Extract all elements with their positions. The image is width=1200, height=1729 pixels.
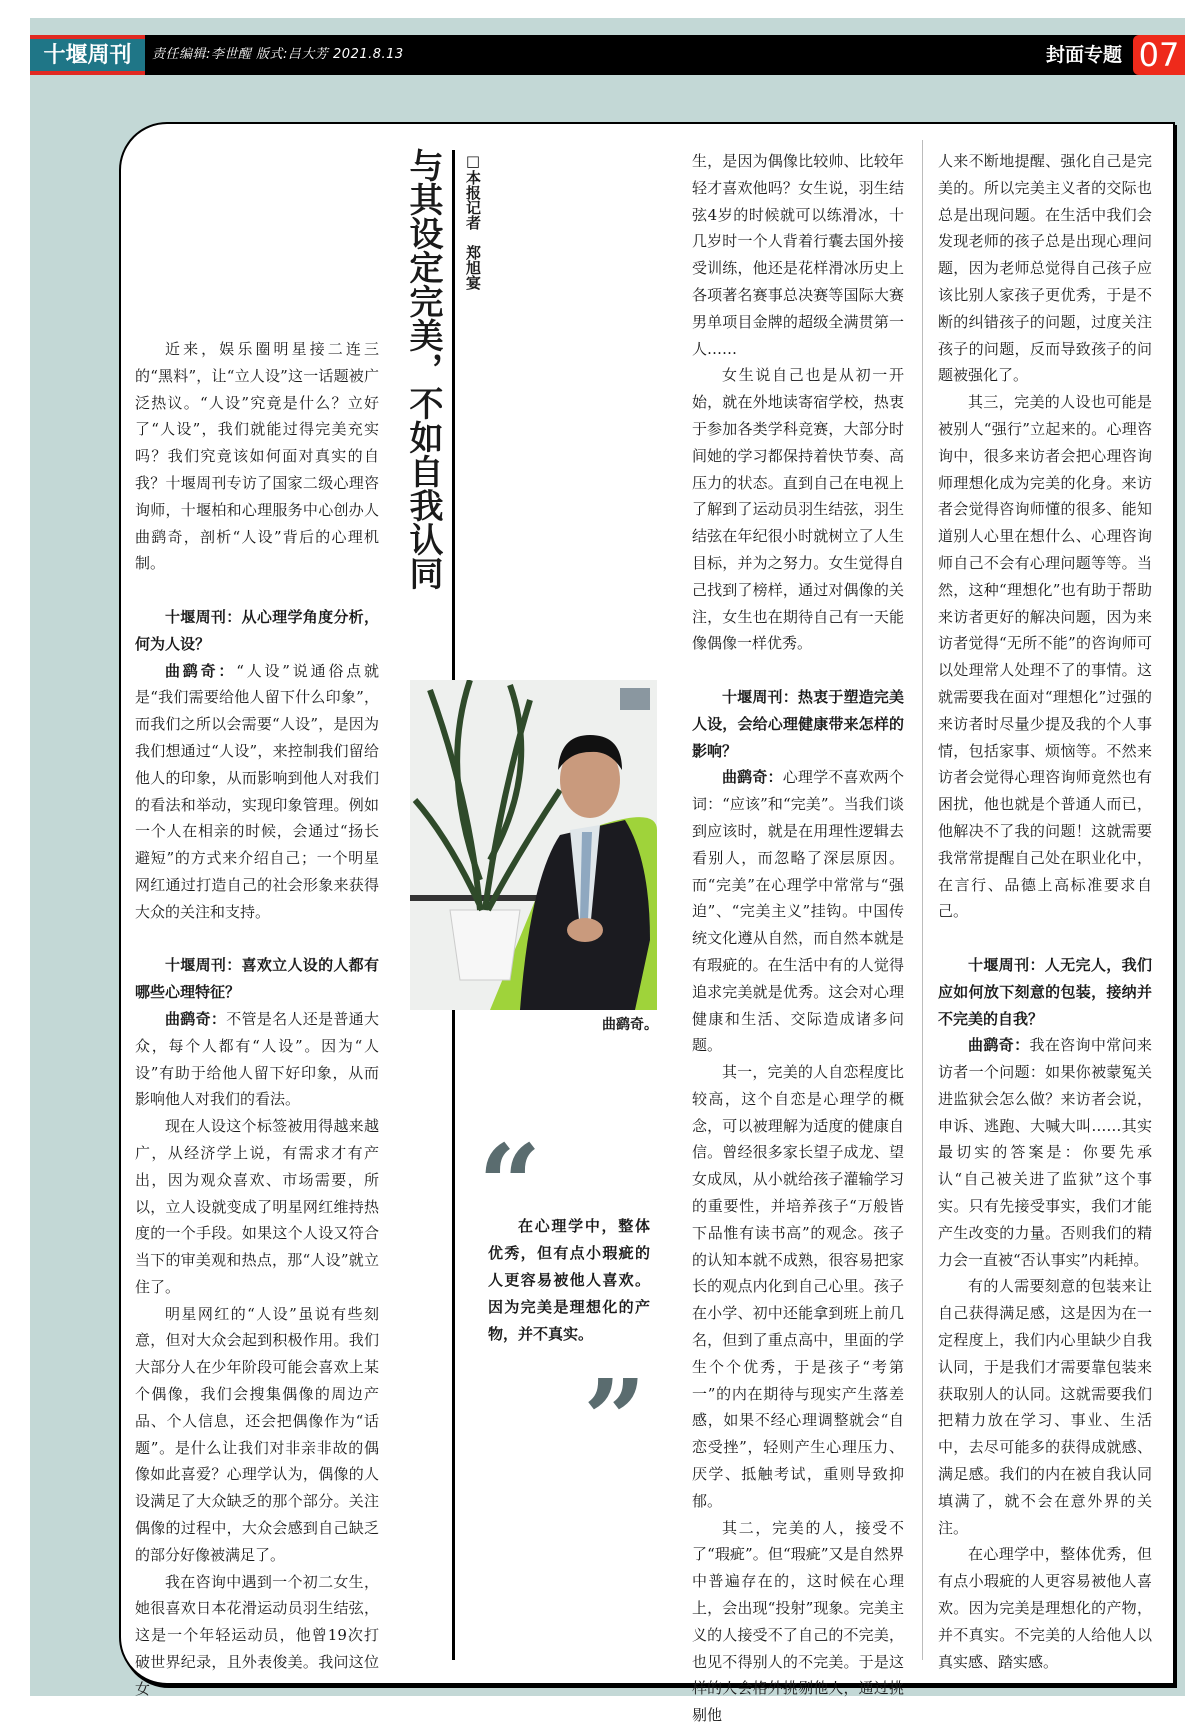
speaker-name: 曲鹞奇： [165, 661, 237, 680]
paragraph-continued: 生，是因为偶像比较帅、比较年轻才喜欢他吗？女生说，羽生结弦4岁的时候就可以练滑冰，十几岁时一个人背着行囊去国外接受训练，他还是花样滑冰历史上各项著名赛事总决赛等国际大赛男单项目金牌的超级全满贯第一人…… [692, 152, 904, 358]
interview-question: 十堰周刊：喜欢立人设的人都有哪些心理特征？ [135, 956, 379, 1002]
interview-question: 十堰周刊：人无完人，我们应如何放下刻意的包装，接纳并不完美的自我？ [938, 955, 1152, 1028]
speaker-name: 曲鹞奇： [722, 768, 783, 787]
speaker-name: 曲鹞奇： [165, 1009, 227, 1028]
paragraph-continued: 人来不断地提醒、强化自己是完美的。所以完美主义者的交际也总是出现问题。在生活中我们会发现老师的孩子总是出现心理问题，因为老师总觉得自己孩子应该比别人家孩子更优秀，于是不断的纠错孩子的问题，过度关注孩子的问题，反而导致孩子的问题被强化了。 [938, 152, 1152, 385]
interview-answer [135, 1006, 379, 1113]
speaker-name: 曲鹞奇： [968, 1036, 1030, 1055]
article-title: 与其设定完美，不如自我认同 [403, 148, 443, 590]
byline: □本报记者 郑旭宴 [464, 152, 482, 290]
interview-answer [938, 1032, 1152, 1273]
paragraph: 其二，完美的人，接受不了“瑕疵”。但“瑕疵”又是自然界中普遍存在的，这时候在心理上，会出现“投射”现象。完美主义的人接受不了自己的不完美，也见不得别人的不完美。于是这样的人会格外挑剔他人，通过挑剔他 [692, 1518, 904, 1725]
section-title: 封面专题 [1045, 44, 1122, 66]
interviewee-photo [410, 680, 657, 1010]
interview-question: 十堰周刊：从心理学角度分析，何为人设？ [135, 607, 379, 653]
paragraph: 有的人需要刻意的包装来让自己获得满足感，这是因为在一定程度上，我们内心里缺少自我认同，于是我们才需要靠包装来获取别人的认同。这就需要我们把精力放在学习、事业、生活中，去尽可能多的获得成就感、满足感。我们的内在被自我认同填满了，就不会在意外界的关注。 [938, 1277, 1152, 1537]
editor-credits: 责任编辑:李世醒 版式:吕大芳 2021.8.13 [152, 47, 404, 62]
column-divider-line [452, 1010, 455, 1660]
close-quote-icon: ” [583, 1355, 647, 1484]
answer-text: 我在咨询中常问来访者一个问题：如果你被蒙冤关进监狱会怎么做？来访者会说，申诉、逃跑、大喊大叫……其实最切实的答案是：你要先承认“自己被关进了监狱”这个事实。只有先接受事实，我们才能产生改变的力量。否则我们的精力会一直被“否认事实”内耗掉。 [938, 1036, 1152, 1269]
paragraph: 其一，完美的人自恋程度比较高，这个自恋是心理学的概念，可以被理解为适度的健康自信。曾经很多家长望子成龙、望女成凤，从小就给孩子灌输学习的重要性，并培养孩子“万般皆下品惟有读书高”的观念。孩子的认知本就不成熟，很容易把家长的观点内化到自己心里。孩子在小学、初中还能拿到班上前几名，但到了重点高中，里面的学生个个优秀，于是孩子“考第一”的内在期待与现实产生落差感，如果不经心理调整就会“自恋受挫”，轻则产生心理压力、厌学、抵触考试，重则导致抑郁。 [692, 1063, 904, 1510]
paragraph: 我在咨询中遇到一个初二女生，她很喜欢日本花滑运动员羽生结弦，这是一个年轻运动员，他曾19次打破世界纪录，且外表俊美。我问这位女 [135, 1572, 379, 1698]
page-number: 07 [1133, 35, 1185, 75]
text-column-2 [692, 148, 904, 1729]
newspaper-logo: 十堰周刊 [30, 35, 145, 75]
paragraph: 近来，娱乐圈明星接二连三的“黑料”，让“立人设”这一话题被广泛热议。“人设”究竟是什么？立好了“人设”，我们就能过得完美充实吗？我们究竟该如何面对真实的自我？十堰周刊专访了国家二级心理咨询师，十堰柏和心理服务中心创办人曲鹞奇，剖析“人设”背后的心理机制。 [135, 340, 379, 573]
answer-text: “人设”说通俗点就是“我们需要给他人留下什么印象”，而我们之所以会需要“人设”，是因为我们想通过“人设”，来控制我们留给他人的印象，从而影响到他人对我们的看法和举动，实现印象管理。例如一个人在相亲的时候，会通过“扬长避短”的方式来介绍自己；一个明星网红通过打造自己的社会形象来获得大众的关注和支持。 [135, 661, 379, 921]
answer-text: 心理学不喜欢两个词：“应该”和“完美”。当我们谈到应该时，就是在用理性逻辑去看别人，而忽略了深层原因。而“完美”在心理学中常常与“强迫”、“完美主义”挂钩。中国传统文化遵从自然，而自然本就是有瑕疵的。在生活中有的人觉得追求完美就是优秀。这会对心理健康和生活、交际造成诸多问题。 [692, 768, 904, 1055]
text-column-1 [135, 336, 379, 1703]
text-column-3 [938, 148, 1152, 1675]
answer-text: 不管是名人还是普通大众，每个人都有“人设”。因为“人设”有助于给他人留下好印象，从而影响他人对我们的看法。 [135, 1009, 379, 1109]
title-divider-line [452, 150, 455, 680]
open-quote-icon: “ [478, 1120, 542, 1249]
interview-answer [692, 764, 904, 1059]
interview-answer [135, 658, 379, 926]
photo-caption: 曲鹞奇。 [602, 1017, 658, 1033]
paragraph: 现在人设这个标签被用得越来越广，从经济学上说，有需求才有产出，因为观众喜欢、市场需要，所以，立人设就变成了明星网红维持热度的一个手段。如果这个人设又符合当下的审美观和热点，那“人设”就立住了。 [135, 1117, 379, 1296]
paragraph: 在心理学中，整体优秀，但有点小瑕疵的人更容易被他人喜欢。因为完美是理想化的产物，并不真实。不完美的人给他人以真实感、踏实感。 [938, 1545, 1152, 1671]
paragraph: 女生说自己也是从初一开始，就在外地读寄宿学校，热衷于参加各类学科竞赛，大部分时间她的学习都保持着快节奏、高压力的状态。直到自己在电视上了解到了运动员羽生结弦，羽生结弦在年纪很小时就树立了人生目标，并为之努力。女生觉得自己找到了榜样，通过对偶像的关注，女生也在期待自己有一天能像偶像一样优秀。 [692, 366, 904, 653]
paragraph: 其三，完美的人设也可能是被别人“强行”立起来的。心理咨询中，很多来访者会把心理咨询师理想化成为完美的化身。来访者会觉得咨询师懂的很多、能知道别人心里在想什么、心理咨询师自己不会有心理问题等等。当然，这种“理想化”也有助于帮助来访者更好的解决问题，因为来访者觉得“无所不能”的咨询师可以处理常人处理不了的事情。这就需要我在面对“理想化”过强的来访者时尽量少提及我的个人事情，包括家事、烦恼等。不然来访者会觉得心理咨询师竟然也有困扰，他也就是个普通人而已，他解决不了我的问题！这就需要我常常提醒自己处在职业化中，在言行、品德上高标准要求自己。 [938, 393, 1152, 921]
paragraph: 明星网红的“人设”虽说有些刻意，但对大众会起到积极作用。我们大部分人在少年阶段可能会喜欢上某个偶像，我们会搜集偶像的周边产品、个人信息，还会把偶像作为“话题”。是什么让我们对非亲非故的偶像如此喜爱？心理学认为，偶像的人设满足了大众缺乏的那个部分。关注偶像的过程中，大众会感到自己缺乏的部分好像被满足了。 [135, 1304, 379, 1564]
column-divider-thin [922, 140, 923, 1660]
interview-question: 十堰周刊：热衷于塑造完美人设，会给心理健康带来怎样的影响？ [692, 687, 904, 760]
pull-quote: 在心理学中，整体优秀，但有点小瑕疵的人更容易被他人喜欢。因为完美是理想化的产物，并不真实。 [488, 1217, 650, 1343]
